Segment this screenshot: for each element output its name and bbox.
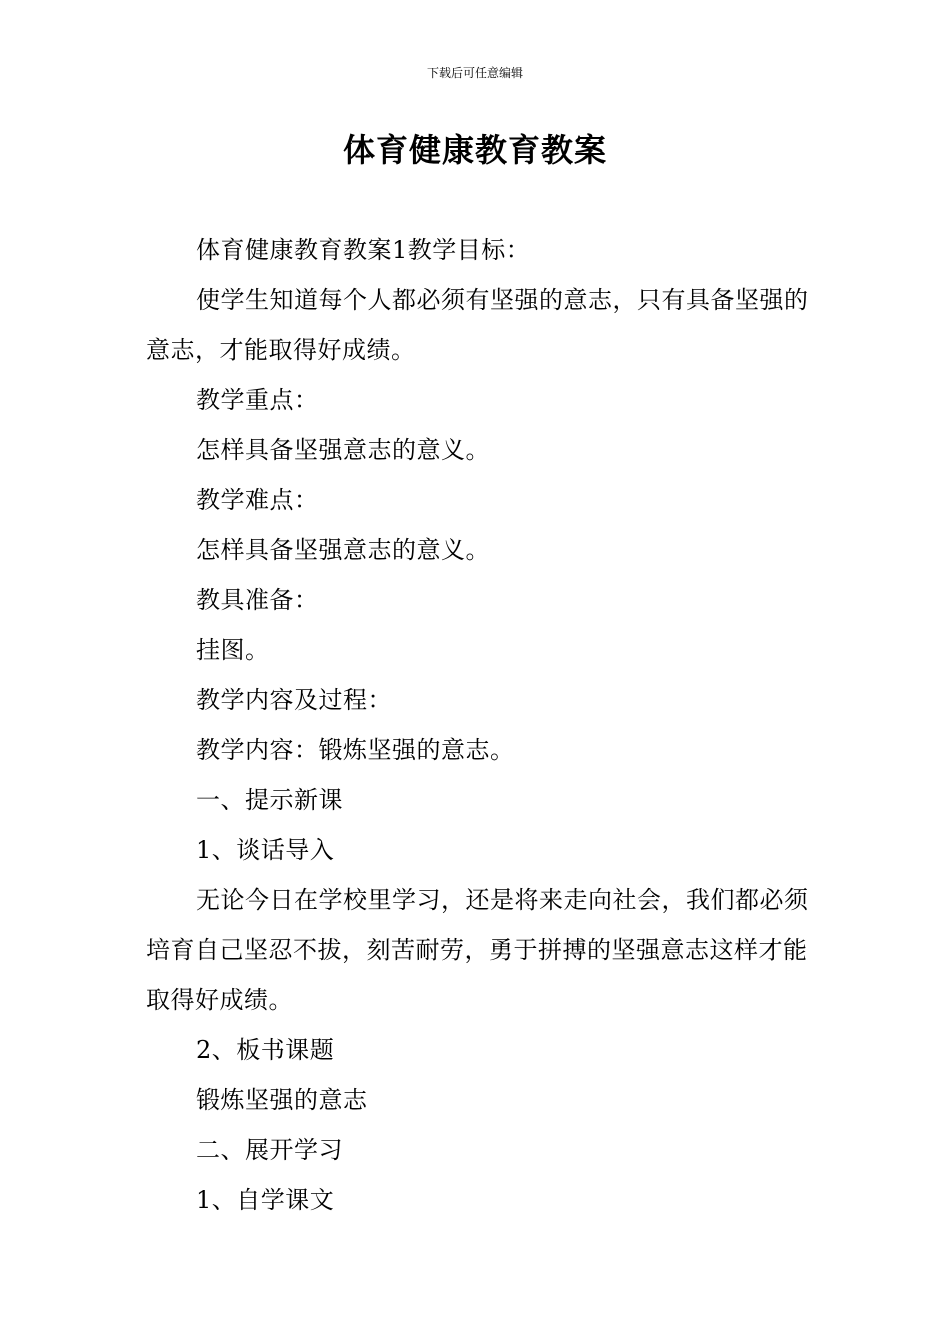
paragraph-difficulty: 怎样具备坚强意志的意义。 — [196, 536, 490, 564]
paragraph-section-one: 一、提示新课 — [196, 786, 343, 814]
paragraph-intro-text: 无论今日在学校里学习，还是将来走向社会，我们都必须培育自己坚忍不拔，刻苦耐劳，勇于拼搏的坚强意志这样才能取得好成绩。 — [146, 886, 809, 1014]
paragraph-key-point: 怎样具备坚强意志的意义。 — [196, 436, 490, 464]
document-body — [146, 225, 810, 1225]
paragraph-section-two: 二、展开学习 — [196, 1136, 343, 1164]
paragraph-step-intro: 1、谈话导入 — [196, 836, 335, 864]
paragraph-objective-heading: 体育健康教育教案1教学目标： — [196, 236, 531, 264]
paragraph-step-self-study: 1、自学课文 — [196, 1186, 335, 1214]
paragraph-board-title: 锻炼坚强的意志 — [196, 1086, 368, 1114]
paragraph-process-heading: 教学内容及过程： — [196, 686, 392, 714]
paragraph-objective: 使学生知道每个人都必须有坚强的意志，只有具备坚强的意志，才能取得好成绩。 — [146, 286, 809, 364]
document-title: 体育健康教育教案 — [342, 131, 607, 169]
paragraph-materials: 挂图。 — [196, 636, 270, 664]
header-note: 下载后可任意编辑 — [426, 66, 523, 80]
paragraph-step-board: 2、板书课题 — [196, 1036, 335, 1064]
paragraph-materials-heading: 教具准备： — [196, 586, 319, 614]
paragraph-content: 教学内容：锻炼坚强的意志。 — [196, 736, 515, 764]
paragraph-difficulty-heading: 教学难点： — [196, 486, 319, 514]
paragraph-key-point-heading: 教学重点： — [196, 386, 319, 414]
